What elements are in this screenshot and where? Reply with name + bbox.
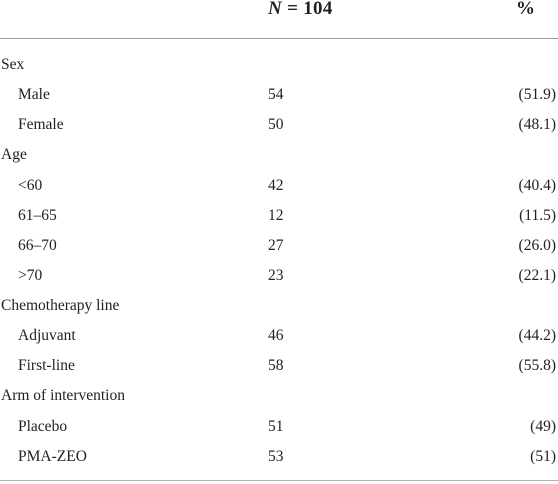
row-percent: (55.8) [518, 357, 556, 374]
group-row-arm-of-intervention [0, 381, 558, 411]
row-count: 50 [268, 116, 284, 133]
table-row [0, 201, 558, 231]
row-label: Adjuvant [18, 327, 76, 344]
row-count: 23 [268, 267, 284, 284]
header-n-value: = 104 [282, 0, 333, 19]
row-count: 27 [268, 237, 284, 254]
row-percent: (22.1) [518, 267, 556, 284]
table-row [0, 231, 558, 261]
row-label: Male [18, 86, 50, 103]
row-percent: (11.5) [519, 207, 556, 224]
group-row-chemotherapy-line [0, 291, 558, 321]
row-percent: (51) [530, 448, 556, 465]
row-percent: (44.2) [518, 327, 556, 344]
table-row [0, 321, 558, 351]
row-label: 66–70 [18, 237, 57, 254]
row-percent: (48.1) [518, 116, 556, 133]
row-count: 51 [268, 418, 284, 435]
row-count: 54 [268, 86, 284, 103]
table-row [0, 261, 558, 291]
row-label: Sex [1, 56, 25, 73]
row-percent: (26.0) [518, 237, 556, 254]
table-row [0, 412, 558, 442]
group-row-age [0, 140, 558, 170]
table-row [0, 442, 558, 472]
row-label: PMA-ZEO [18, 448, 87, 465]
row-label: Arm of intervention [1, 387, 125, 404]
row-label: Chemotherapy line [1, 297, 120, 314]
row-label: First-line [18, 357, 75, 374]
row-count: 53 [268, 448, 284, 465]
row-label: 61–65 [18, 207, 57, 224]
header-sample-size [268, 0, 333, 20]
row-percent: (49) [530, 418, 556, 435]
row-label: Female [18, 116, 64, 133]
row-percent: (40.4) [518, 177, 556, 194]
table-header [0, 0, 558, 39]
row-percent: (51.9) [518, 86, 556, 103]
row-label: >70 [18, 267, 43, 284]
row-label: Placebo [18, 418, 68, 435]
group-row-sex [0, 50, 558, 80]
row-label: <60 [18, 177, 43, 194]
row-count: 58 [268, 357, 284, 374]
row-count: 12 [268, 207, 284, 224]
table-bottom-rule [0, 480, 558, 481]
row-count: 42 [268, 177, 284, 194]
table-row [0, 80, 558, 110]
table-row [0, 171, 558, 201]
table-row [0, 110, 558, 140]
header-percent: % [516, 0, 535, 19]
row-count: 46 [268, 327, 284, 344]
row-label: Age [1, 146, 27, 163]
header-n-symbol: N [268, 0, 283, 19]
table-row [0, 351, 558, 381]
